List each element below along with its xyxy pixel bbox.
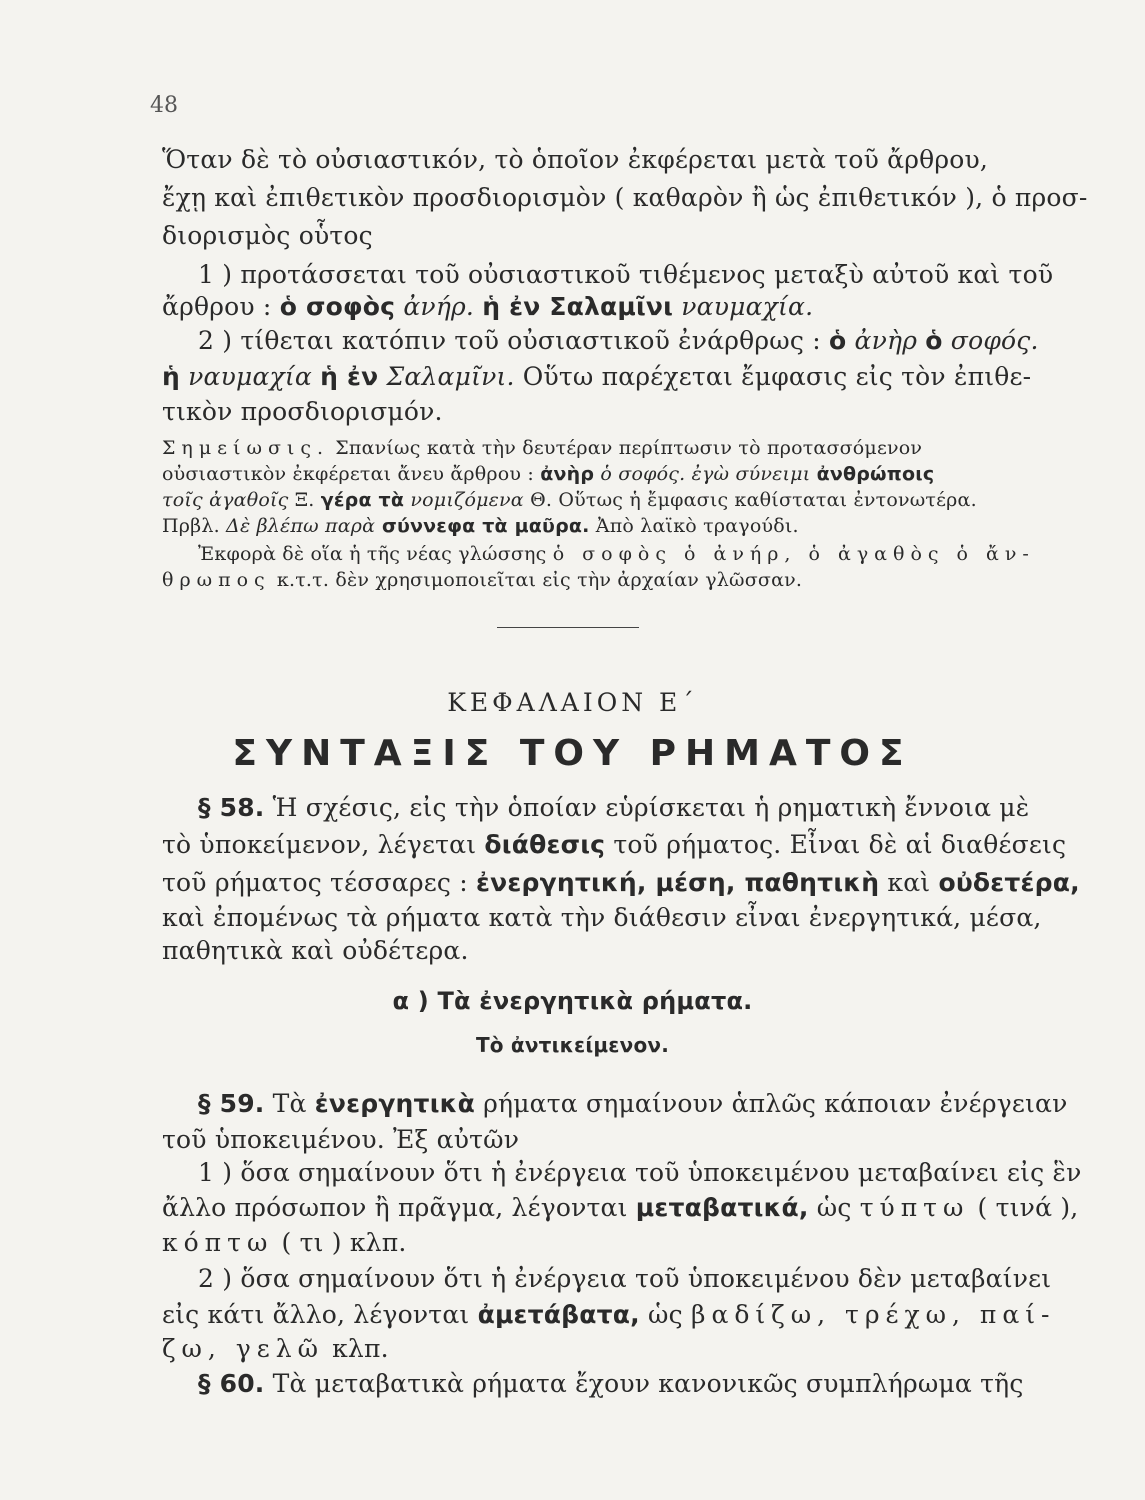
italic-example: ἀνήρ. (395, 292, 483, 321)
text-span: Ἡ σχέσις, εἰς τὴν ὁποίαν εὑρίσκεται ἡ ρηματικὴ ἔννοια μὲ (264, 793, 1030, 822)
text-span: Θ. Οὕτως ἡ ἔμφασις καθίσταται ἐντονωτέρα. (523, 489, 977, 511)
bold-example: γέρα τὰ (320, 489, 405, 511)
chapter-heading: ΚΕΦΑΛΑΙΟΝ Ε΄ (447, 688, 698, 717)
bold-term: ἀμετάβατα, (477, 1300, 640, 1329)
text-line (162, 1334, 997, 1364)
text-line (198, 793, 1033, 823)
spaced-example: ζω, γελῶ (162, 1334, 324, 1363)
bold-example: σύννεφα τὰ μαῦρα. (375, 515, 590, 537)
bold-term: ἐνεργητικὰ (314, 1089, 475, 1118)
bold-example: ἀνθρώποις (816, 463, 935, 485)
text-span: εἰς κάτι ἄλλο, λέγονται (162, 1300, 478, 1329)
note-line (162, 568, 997, 592)
text-span: Σπανίως κατὰ τὴν δευτέραν περίπτωσιν τὸ προτασσόμενον (329, 437, 923, 459)
italic-example: ναυμαχία. (673, 292, 814, 321)
text-line (162, 1193, 1079, 1223)
text-span: τὸ ὑποκείμενον, λέγεται (162, 830, 485, 859)
bold-example: ἡ ἐν Σαλαμῖνι (482, 292, 674, 321)
text-span: ὡς (639, 1300, 691, 1329)
text-span: οὐσιαστικὸν ἐκφέρεται ἄνευ ἄρθρου : (162, 463, 541, 485)
italic-example: Σαλαμῖνι. (378, 362, 515, 391)
spaced-example: κόπτω (162, 1228, 274, 1257)
text-line (162, 1228, 997, 1258)
note-line (162, 488, 997, 512)
italic-example: τοῖς ἀγαθοῖς (162, 489, 289, 511)
page-number: 48 (150, 93, 178, 118)
text-span: 2 ) τίθεται κατόπιν τοῦ οὐσιαστικοῦ ἐνάρθρως : (198, 326, 830, 355)
spaced-example: ὁ σοφὸς ὁ ἀνήρ, ὁ ἀγαθὸς ὁ ἄν- (552, 543, 1035, 565)
text-line (162, 830, 1067, 860)
text-span: κ.τ.τ. δὲν χρησιμοποιεῖται εἰς τὴν ἀρχαίαν γλῶσσαν. (270, 569, 803, 591)
text-line (198, 1089, 1068, 1119)
text-span: ἄλλο πρόσωπον ἢ πρᾶγμα, λέγονται (162, 1193, 636, 1222)
text-line (162, 1300, 1056, 1330)
bold-example: ἡ (162, 362, 180, 391)
text-span: Οὕτω παρέχεται ἔμφασις εἰς τὸν ἐπιθε- (514, 362, 1032, 391)
text-span: Τὰ (264, 1089, 315, 1118)
text-span: τοῦ ρήματος. Εἶναι δὲ αἱ διαθέσεις (605, 830, 1067, 859)
text-span: Ξ. (288, 489, 321, 511)
text-line (162, 868, 1080, 898)
subsection-heading: α ) Τὰ ἐνεργητικὰ ρήματα. (392, 987, 753, 1015)
bold-example: ὁ σοφὸς (279, 292, 396, 321)
italic-example: ναυμαχία (180, 362, 321, 391)
text-line: Ὅταν δὲ τὸ οὐσιαστικόν, τὸ ὁποῖον ἐκφέρεται μετὰ τοῦ ἄρθρου, (162, 145, 989, 174)
text-line (198, 326, 1039, 356)
text-line: παθητικὰ καὶ οὐδέτερα. (162, 936, 469, 965)
bold-term: διάθεσις (484, 830, 606, 859)
text-line: διορισμὸς οὗτος (162, 221, 373, 250)
text-span: Ἐκφορὰ δὲ οἵα ἡ τῆς νέας γλώσσης (198, 543, 553, 565)
italic-example: ἀνὴρ (846, 326, 926, 355)
note-line (198, 542, 1033, 566)
chapter-title: ΣΥΝΤΑΞΙΣ ΤΟΥ ΡΗΜΑΤΟΣ (232, 733, 913, 774)
text-span: ( τι ) κλπ. (273, 1228, 407, 1257)
text-line (198, 1369, 1033, 1399)
section-number: § 59. (198, 1089, 265, 1118)
text-line (162, 362, 1032, 392)
bold-term: μεταβατικά, (635, 1193, 809, 1222)
section-number: § 58. (198, 793, 265, 822)
italic-example: σοφός. (942, 326, 1039, 355)
subsection-subheading: Τὸ ἀντικείμενον. (475, 1033, 670, 1057)
text-line: 1 ) ὅσα σημαίνουν ὅτι ἡ ἐνέργεια τοῦ ὑποκειμένου μεταβαίνει εἰς ἓν (198, 1158, 1082, 1187)
section-number: § 60. (198, 1369, 265, 1398)
bold-example: ἡ ἐν (320, 362, 379, 391)
text-span: Πρβλ. (162, 515, 227, 537)
spaced-example: τύπτω (859, 1193, 970, 1222)
spaced-example: θρωπος (162, 569, 271, 591)
bold-example: ὁ (925, 326, 943, 355)
bold-term: οὐδετέρα, (938, 868, 1080, 897)
italic-example: Δὲ βλέπω παρὰ (226, 515, 376, 537)
note-line (162, 462, 997, 486)
text-span: ρήματα σημαίνουν ἁπλῶς κάποιαν ἐνέργειαν (474, 1089, 1068, 1118)
note-line (162, 514, 997, 538)
text-line: 2 ) ὅσα σημαίνουν ὅτι ἡ ἐνέργεια τοῦ ὑποκειμένου δὲν μεταβαίνει (198, 1264, 1052, 1293)
bold-example: ὁ (829, 326, 847, 355)
text-line (162, 292, 997, 322)
section-divider (497, 627, 639, 628)
bold-example: ἀνὴρ (540, 463, 595, 485)
text-line: 1 ) προτάσσεται τοῦ οὐσιαστικοῦ τιθέμενος μεταξὺ αὐτοῦ καὶ τοῦ (198, 260, 1054, 289)
bold-term: ἐνεργητική, μέση, παθητικὴ (476, 868, 880, 897)
note-line (162, 436, 997, 460)
text-span: Τὰ μεταβατικὰ ρήματα ἔχουν κανονικῶς συμπλήρωμα τῆς (264, 1369, 1024, 1398)
italic-example: ὁ σοφός. ἐγὼ σύνειμι (594, 463, 817, 485)
text-span: ( τινά ), (969, 1193, 1079, 1222)
text-span: καὶ (879, 868, 939, 897)
text-span: ὡς (808, 1193, 860, 1222)
text-line: τικὸν προσδιορισμόν. (162, 397, 443, 426)
text-span: Ἀπὸ λαϊκὸ τραγούδι. (589, 515, 799, 537)
italic-example: νομιζόμενα (404, 489, 524, 511)
text-span: ἄρθρου : (162, 292, 280, 321)
text-line: τοῦ ὑποκειμένου. Ἐξ αὐτῶν (162, 1125, 520, 1154)
text-line: ἔχῃ καὶ ἐπιθετικὸν προσδιορισμὸν ( καθαρὸν ἢ ὡς ἐπιθετικόν ), ὁ προσ- (162, 183, 1088, 212)
spaced-example: βαδίζω, τρέχω, παί- (690, 1300, 1056, 1329)
text-span: κλπ. (323, 1334, 389, 1363)
text-span: τοῦ ρήματος τέσσαρες : (162, 868, 477, 897)
text-line: καὶ ἐπομένως τὰ ρήματα κατὰ τὴν διάθεσιν εἶναι ἐνεργητικά, μέσα, (162, 903, 1042, 932)
note-heading: Σημείωσις. (162, 437, 330, 459)
